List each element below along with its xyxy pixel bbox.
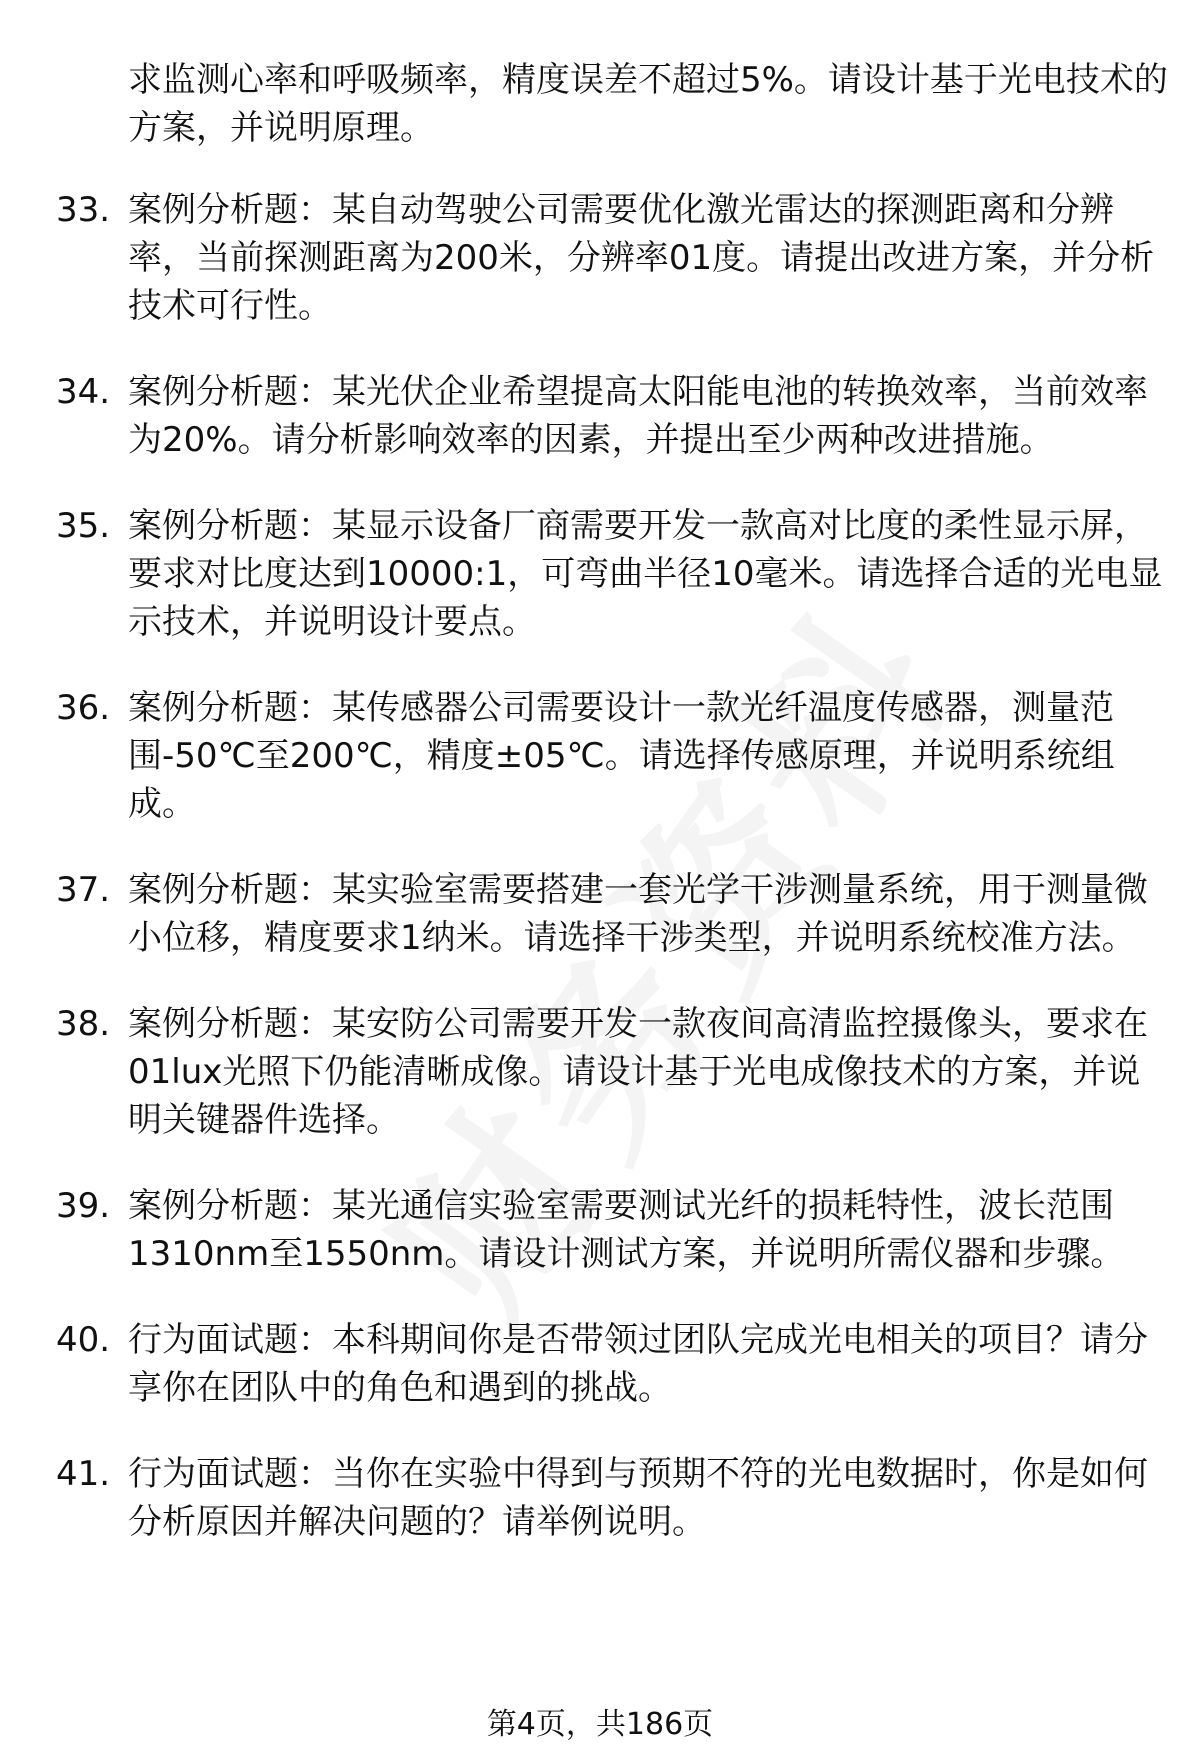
question-text: 案例分析题：某传感器公司需要设计一款光纤温度传感器，测量范围-50℃至200℃，精度±05℃。请选择传感原理，并说明系统组成。 — [128, 688, 1115, 824]
question-item — [0, 186, 1200, 330]
question-number: 41. — [56, 1454, 111, 1494]
question-number: 39. — [56, 1186, 111, 1226]
page-footer: 第4页，共186页 — [486, 1707, 714, 1742]
question-item — [0, 866, 1200, 962]
question-number: 40. — [56, 1320, 111, 1360]
question-list — [0, 186, 1200, 1584]
question-item — [0, 684, 1200, 828]
question-text: 行为面试题：当你在实验中得到与预期不符的光电数据时，你是如何分析原因并解决问题的？请举例说明。 — [128, 1454, 1148, 1542]
question-text: 案例分析题：某光通信实验室需要测试光纤的损耗特性，波长范围1310nm至1550nm。请设计测试方案，并说明所需仪器和步骤。 — [128, 1186, 1125, 1274]
question-text: 案例分析题：某光伏企业希望提高太阳能电池的转换效率，当前效率为20%。请分析影响效率的因素，并提出至少两种改进措施。 — [128, 372, 1148, 460]
continued-question-text: 求监测心率和呼吸频率，精度误差不超过5%。请设计基于光电技术的方案，并说明原理。 — [128, 60, 1168, 148]
question-text: 案例分析题：某显示设备厂商需要开发一款高对比度的柔性显示屏，要求对比度达到10000:1，可弯曲半径10毫米。请选择合适的光电显示技术，并说明设计要点。 — [128, 506, 1163, 642]
question-text: 行为面试题：本科期间你是否带领过团队完成光电相关的项目？请分享你在团队中的角色和遇到的挑战。 — [128, 1320, 1148, 1408]
question-number: 37. — [56, 870, 111, 910]
question-number: 33. — [56, 190, 111, 230]
question-item — [0, 502, 1200, 646]
question-item — [0, 1000, 1200, 1144]
question-number: 35. — [56, 506, 111, 546]
question-text: 案例分析题：某实验室需要搭建一套光学干涉测量系统，用于测量微小位移，精度要求1纳米。请选择干涉类型，并说明系统校准方法。 — [128, 870, 1148, 958]
question-text: 案例分析题：某自动驾驶公司需要优化激光雷达的探测距离和分辨率，当前探测距离为200米，分辨率01度。请提出改进方案，并分析技术可行性。 — [128, 190, 1155, 326]
question-number: 34. — [56, 372, 111, 412]
question-item — [0, 1316, 1200, 1412]
question-text: 案例分析题：某安防公司需要开发一款夜间高清监控摄像头，要求在01lux光照下仍能清晰成像。请设计基于光电成像技术的方案，并说明关键器件选择。 — [128, 1004, 1148, 1140]
question-number: 38. — [56, 1004, 111, 1044]
question-item — [0, 368, 1200, 464]
question-item — [0, 1182, 1200, 1278]
question-item — [0, 1450, 1200, 1546]
question-number: 36. — [56, 688, 111, 728]
